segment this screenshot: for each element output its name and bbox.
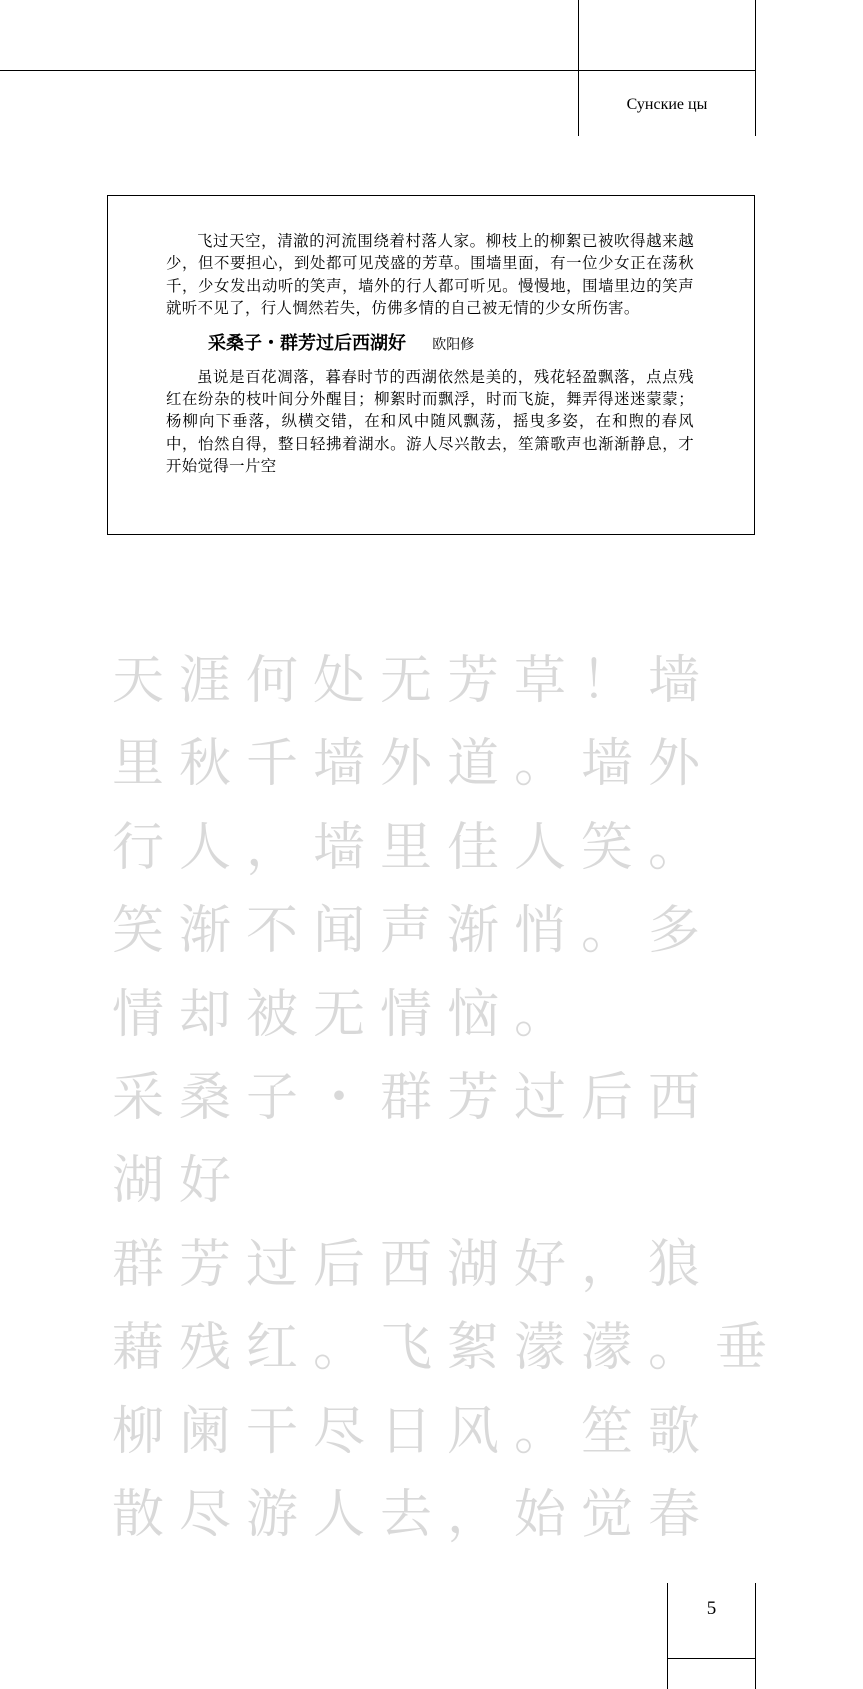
running-title: Сунские цы (626, 96, 708, 113)
practice-line: 藉残红。飞絮濛濛。垂 (112, 1318, 783, 1379)
practice-line: 采桑子・群芳过后西 (112, 1067, 716, 1128)
practice-line: 散尽游人去，始觉春 (112, 1484, 716, 1545)
practice-line: 湖好 (112, 1151, 247, 1212)
practice-line: 笑渐不闻声渐悄。多 (112, 901, 716, 962)
footer-rule-right (755, 1583, 756, 1689)
practice-line: 行人，墙里佳人笑。 (112, 817, 716, 878)
poem-author: 欧阳修 (432, 336, 475, 353)
practice-line: 柳阑干尽日风。笙歌 (112, 1401, 716, 1462)
footer-rule-horizontal (667, 1658, 756, 1659)
calligraphy-practice-area (112, 640, 783, 1557)
practice-line: 情却被无情恼。 (112, 984, 582, 1045)
practice-line: 群芳过后西湖好，狼 (112, 1234, 716, 1295)
poem-heading (166, 331, 694, 358)
header-rule-horizontal (0, 70, 756, 71)
translation-box (107, 195, 755, 535)
header-rule-right (755, 0, 756, 136)
page-number: 5 (706, 1598, 717, 1619)
translation-paragraph-2: 虽说是百花凋落，暮春时节的西湖依然是美的，残花轻盈飘落，点点残红在纷杂的枝叶间分外醒目；柳絮时而飘浮，时而飞旋，舞弄得迷迷蒙蒙；杨柳向下垂落，纵横交错，在和风中随风飘荡，摇曳多姿，在和煦的春风中，怡然自得，整日轻拂着湖水。游人尽兴散去，笙箫歌声也渐渐静息，才开始觉得一片空 (166, 367, 694, 476)
header-rule-left (578, 0, 579, 136)
poem-title: 采桑子・群芳过后西湖好 (208, 332, 406, 354)
practice-line: 天涯何处无芳草！墙 (112, 651, 716, 711)
translation-paragraph-1: 飞过天空，清澈的河流围绕着村落人家。柳枝上的柳絮已被吹得越来越少，但不要担心，到处都可见茂盛的芳草。围墙里面，有一位少女正在荡秋千，少女发出动听的笑声，墙外的行人都可听见。慢慢地，围墙里边的笑声就听不见了，行人惆然若失，仿佛多情的自己被无情的少女所伤害。 (166, 232, 694, 318)
practice-line: 里秋千墙外道。墙外 (112, 734, 716, 795)
